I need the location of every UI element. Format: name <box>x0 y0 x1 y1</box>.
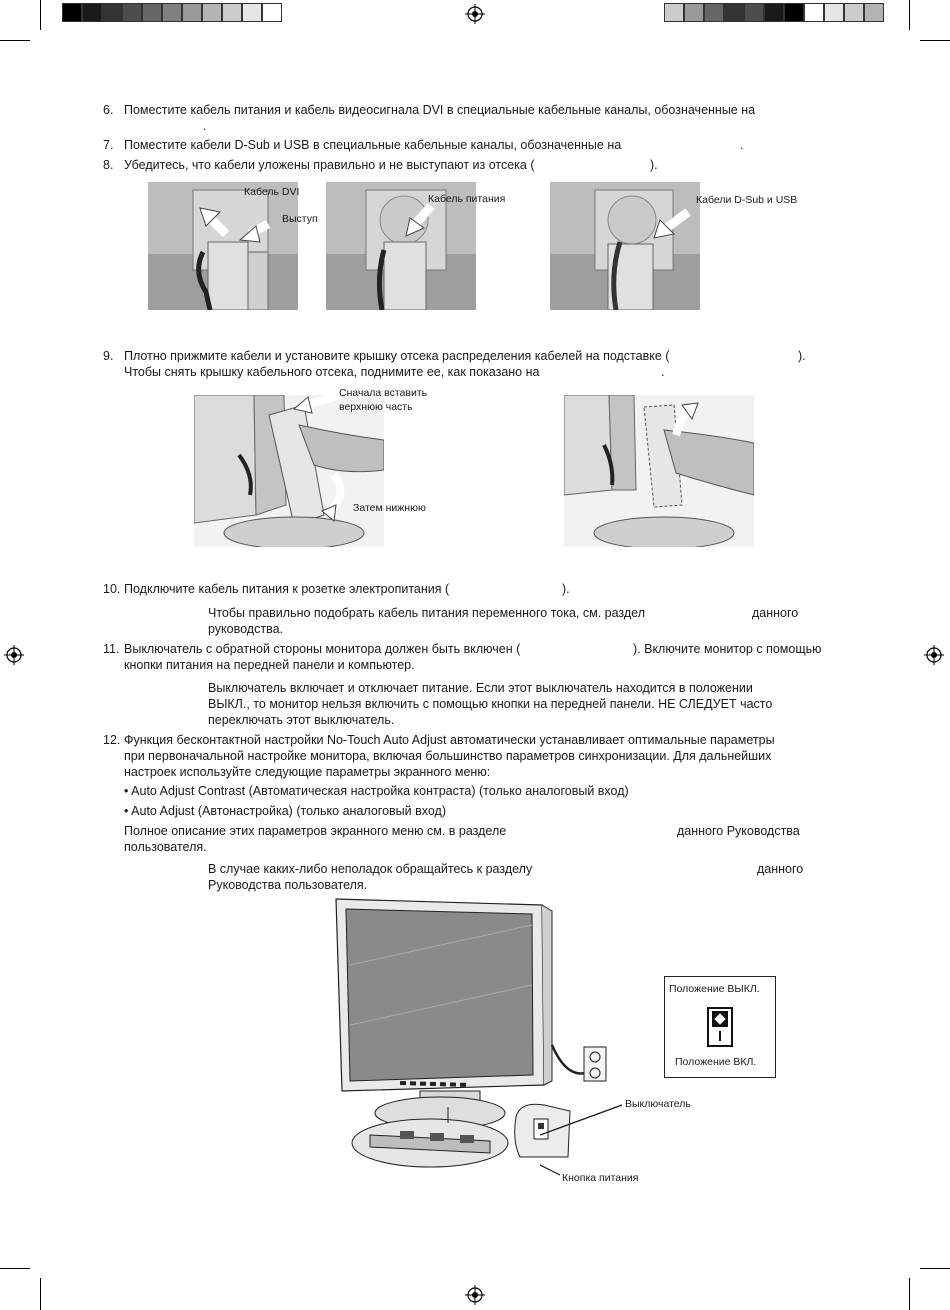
note-text: ВЫКЛ., то монитор нельзя включить с помощью кнопки на передней панели. НЕ СЛЕДУЕТ часто <box>208 697 773 711</box>
step-number: 12. <box>103 733 121 747</box>
color-swatch <box>744 3 764 22</box>
color-swatch <box>222 3 242 22</box>
note-text: Руководства пользователя. <box>208 878 368 892</box>
color-swatch <box>804 3 824 22</box>
color-swatch <box>704 3 724 22</box>
color-bar-right <box>664 0 888 26</box>
step-text: ). Включите монитор с помощью <box>633 642 822 656</box>
cable-routing-photo-1 <box>148 182 298 310</box>
label-switch-off: Положение ВЫКЛ. <box>669 983 760 995</box>
label-switch-on: Положение ВКЛ. <box>675 1056 757 1068</box>
bullet-item: • Auto Adjust Contrast (Автоматическая настройка контраста) (только аналоговый вход) <box>124 784 629 798</box>
step-text: Поместите кабели D-Sub и USB в специальные кабельные каналы, обозначенные на <box>124 138 622 152</box>
step-number: 10. <box>103 582 121 596</box>
note-text: данного <box>757 862 804 876</box>
label-power-switch: Выключатель <box>625 1098 691 1110</box>
step-text: настроек используйте следующие параметры экранного меню: <box>124 765 491 779</box>
color-swatch <box>62 3 82 22</box>
step-text: при первоначальной настройке монитора, включая большинство параметров синхронизации. Для дальнейших <box>124 749 772 763</box>
color-swatch <box>102 3 122 22</box>
color-swatch <box>162 3 182 22</box>
step-text: пользователя. <box>124 840 207 854</box>
cable-routing-photo-3 <box>550 182 700 310</box>
color-swatch <box>824 3 844 22</box>
step-text: данного Руководства <box>677 824 800 838</box>
step-text: . <box>740 138 744 152</box>
color-swatch <box>864 3 884 22</box>
note-text: В случае каких-либо неполадок обращайтесь к разделу <box>208 862 533 876</box>
note-text: переключать этот выключатель. <box>208 713 395 727</box>
color-swatch <box>142 3 162 22</box>
color-bar-left <box>62 0 286 26</box>
cover-install-illustration <box>194 395 384 547</box>
color-swatch <box>242 3 262 22</box>
note-text: Выключатель включает и отключает питание. Если этот выключатель находится в положении <box>208 681 753 695</box>
step-number: 8. <box>103 158 114 172</box>
note-text: данного <box>752 606 799 620</box>
note-text: руководства. <box>208 622 283 636</box>
note-text: Чтобы правильно подобрать кабель питания переменного тока, см. раздел <box>208 606 645 620</box>
label-protrusion: Выступ <box>282 213 318 225</box>
rocker-switch-icon <box>707 1007 733 1047</box>
cover-removal-illustration <box>564 395 754 547</box>
step-text: Плотно прижмите кабели и установите крышку отсека распределения кабелей на подставке ( <box>124 349 670 363</box>
color-swatch <box>684 3 704 22</box>
color-swatch <box>182 3 202 22</box>
color-swatch <box>664 3 684 22</box>
color-swatch <box>202 3 222 22</box>
label-dsub-usb-cables: Кабели D-Sub и USB <box>696 194 798 206</box>
color-swatch <box>844 3 864 22</box>
step-text: ). <box>798 349 806 363</box>
step-text: ). <box>562 582 570 596</box>
color-swatch <box>82 3 102 22</box>
label-dvi-cable: Кабель DVI <box>244 186 300 198</box>
step-text: Функция бесконтактной настройки No-Touch Auto Adjust автоматически устанавливает оптимальные параметры <box>124 733 775 747</box>
color-swatch <box>764 3 784 22</box>
step-number: 6. <box>103 103 114 117</box>
label-power-button: Кнопка питания <box>562 1172 639 1184</box>
label-power-cable: Кабель питания <box>428 193 506 205</box>
step-text: Убедитесь, что кабели уложены правильно и не выступают из отсека ( <box>124 158 535 172</box>
registration-mark-bottom-icon <box>465 1285 485 1305</box>
step-text: . <box>203 119 207 133</box>
crop-mark <box>40 0 41 30</box>
step-text: ). <box>650 158 658 172</box>
registration-mark-top-icon <box>465 4 485 24</box>
bullet-item: • Auto Adjust (Автонастройка) (только аналоговый вход) <box>124 804 446 818</box>
step-number: 7. <box>103 138 114 152</box>
registration-mark-right-icon <box>924 645 944 665</box>
crop-mark <box>0 1268 30 1269</box>
step-number: 9. <box>103 349 114 363</box>
crop-mark <box>920 40 950 41</box>
label-insert-top-first: Сначала вставить <box>339 387 428 399</box>
step-number: 11. <box>103 642 120 656</box>
label-then-bottom: Затем нижнюю <box>353 502 426 514</box>
step-text: Поместите кабель питания и кабель видеосигнала DVI в специальные кабельные каналы, обозначенные на <box>124 103 756 117</box>
step-text: Подключите кабель питания к розетке электропитания ( <box>124 582 450 596</box>
crop-mark <box>40 1278 41 1310</box>
switch-positions-box <box>664 976 776 1078</box>
color-swatch <box>784 3 804 22</box>
step-text: . <box>661 365 665 379</box>
registration-mark-left-icon <box>4 645 24 665</box>
crop-mark <box>909 1278 910 1310</box>
crop-mark <box>920 1268 950 1269</box>
color-swatch <box>262 3 282 22</box>
step-text: Чтобы снять крышку кабельного отсека, поднимите ее, как показано на <box>124 365 540 379</box>
step-text: Выключатель с обратной стороны монитора должен быть включен ( <box>124 642 521 656</box>
crop-mark <box>0 40 30 41</box>
color-swatch <box>724 3 744 22</box>
color-swatch <box>122 3 142 22</box>
crop-mark <box>909 0 910 30</box>
step-text: кнопки питания на передней панели и компьютер. <box>124 658 415 672</box>
label-insert-top-first: верхнюю часть <box>339 401 413 413</box>
step-text: Полное описание этих параметров экранного меню см. в разделе <box>124 824 507 838</box>
